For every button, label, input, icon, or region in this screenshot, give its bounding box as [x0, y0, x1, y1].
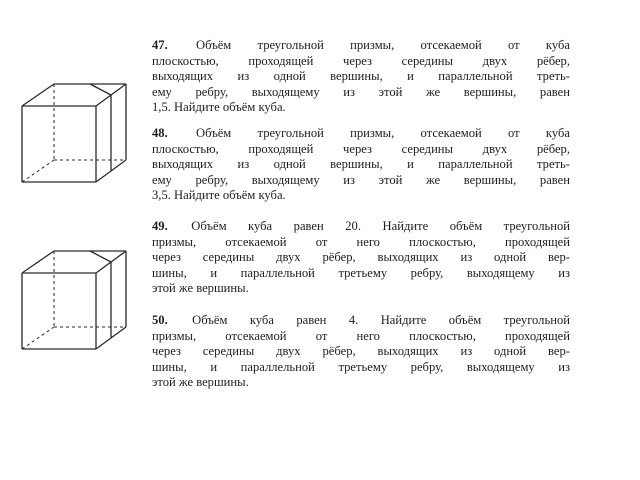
- problem-text-line: 3,5. Найдите объём куба.: [152, 188, 286, 203]
- problem-text-line: шины, и параллельной третьему ребру, выходящему из: [152, 359, 570, 374]
- problem-text-line: через середины двух рёбер, выходящих из одной вер-: [152, 344, 570, 359]
- problem-text-line: Объём треугольной призмы, отсекаемой от куба: [196, 38, 570, 52]
- problem-number: 48.: [152, 126, 168, 140]
- problem-47: [152, 38, 570, 116]
- problem-text-line: плоскостью, проходящей через середины двух рёбер,: [152, 53, 570, 68]
- problem-number: 49.: [152, 219, 168, 233]
- cube-figure-1: [18, 78, 133, 190]
- problem-48: [152, 126, 570, 204]
- problem-text-line: шины, и параллельной третьему ребру, выходящему из: [152, 265, 570, 280]
- problem-text-line: выходящих из одной вершины, и параллельной треть-: [152, 69, 570, 84]
- problem-text-line: этой же вершины.: [152, 281, 249, 296]
- problem-number: 50.: [152, 313, 168, 327]
- problem-text-line: призмы, отсекаемой от него плоскостью, проходящей: [152, 328, 570, 343]
- cube-figure-2: [18, 245, 133, 357]
- problem-text-line: через середины двух рёбер, выходящих из одной вер-: [152, 250, 570, 265]
- problem-text-line: 1,5. Найдите объём куба.: [152, 100, 286, 115]
- problem-text-line: призмы, отсекаемой от него плоскостью, проходящей: [152, 234, 570, 249]
- problem-text-line: Объём куба равен 20. Найдите объём треугольной: [191, 219, 570, 233]
- problem-text-line: плоскостью, проходящей через середины двух рёбер,: [152, 141, 570, 156]
- problem-text-line: ему ребру, выходящему из этой же вершины, равен: [152, 172, 570, 187]
- problem-text-line: этой же вершины.: [152, 375, 249, 390]
- problem-49: [152, 219, 570, 297]
- problem-text-line: ему ребру, выходящему из этой же вершины, равен: [152, 84, 570, 99]
- problem-text-line: выходящих из одной вершины, и параллельной треть-: [152, 157, 570, 172]
- problem-text-line: Объём треугольной призмы, отсекаемой от куба: [196, 126, 570, 140]
- problem-number: 47.: [152, 38, 168, 52]
- problem-text-line: Объём куба равен 4. Найдите объём треугольной: [192, 313, 570, 327]
- problem-50: [152, 313, 570, 391]
